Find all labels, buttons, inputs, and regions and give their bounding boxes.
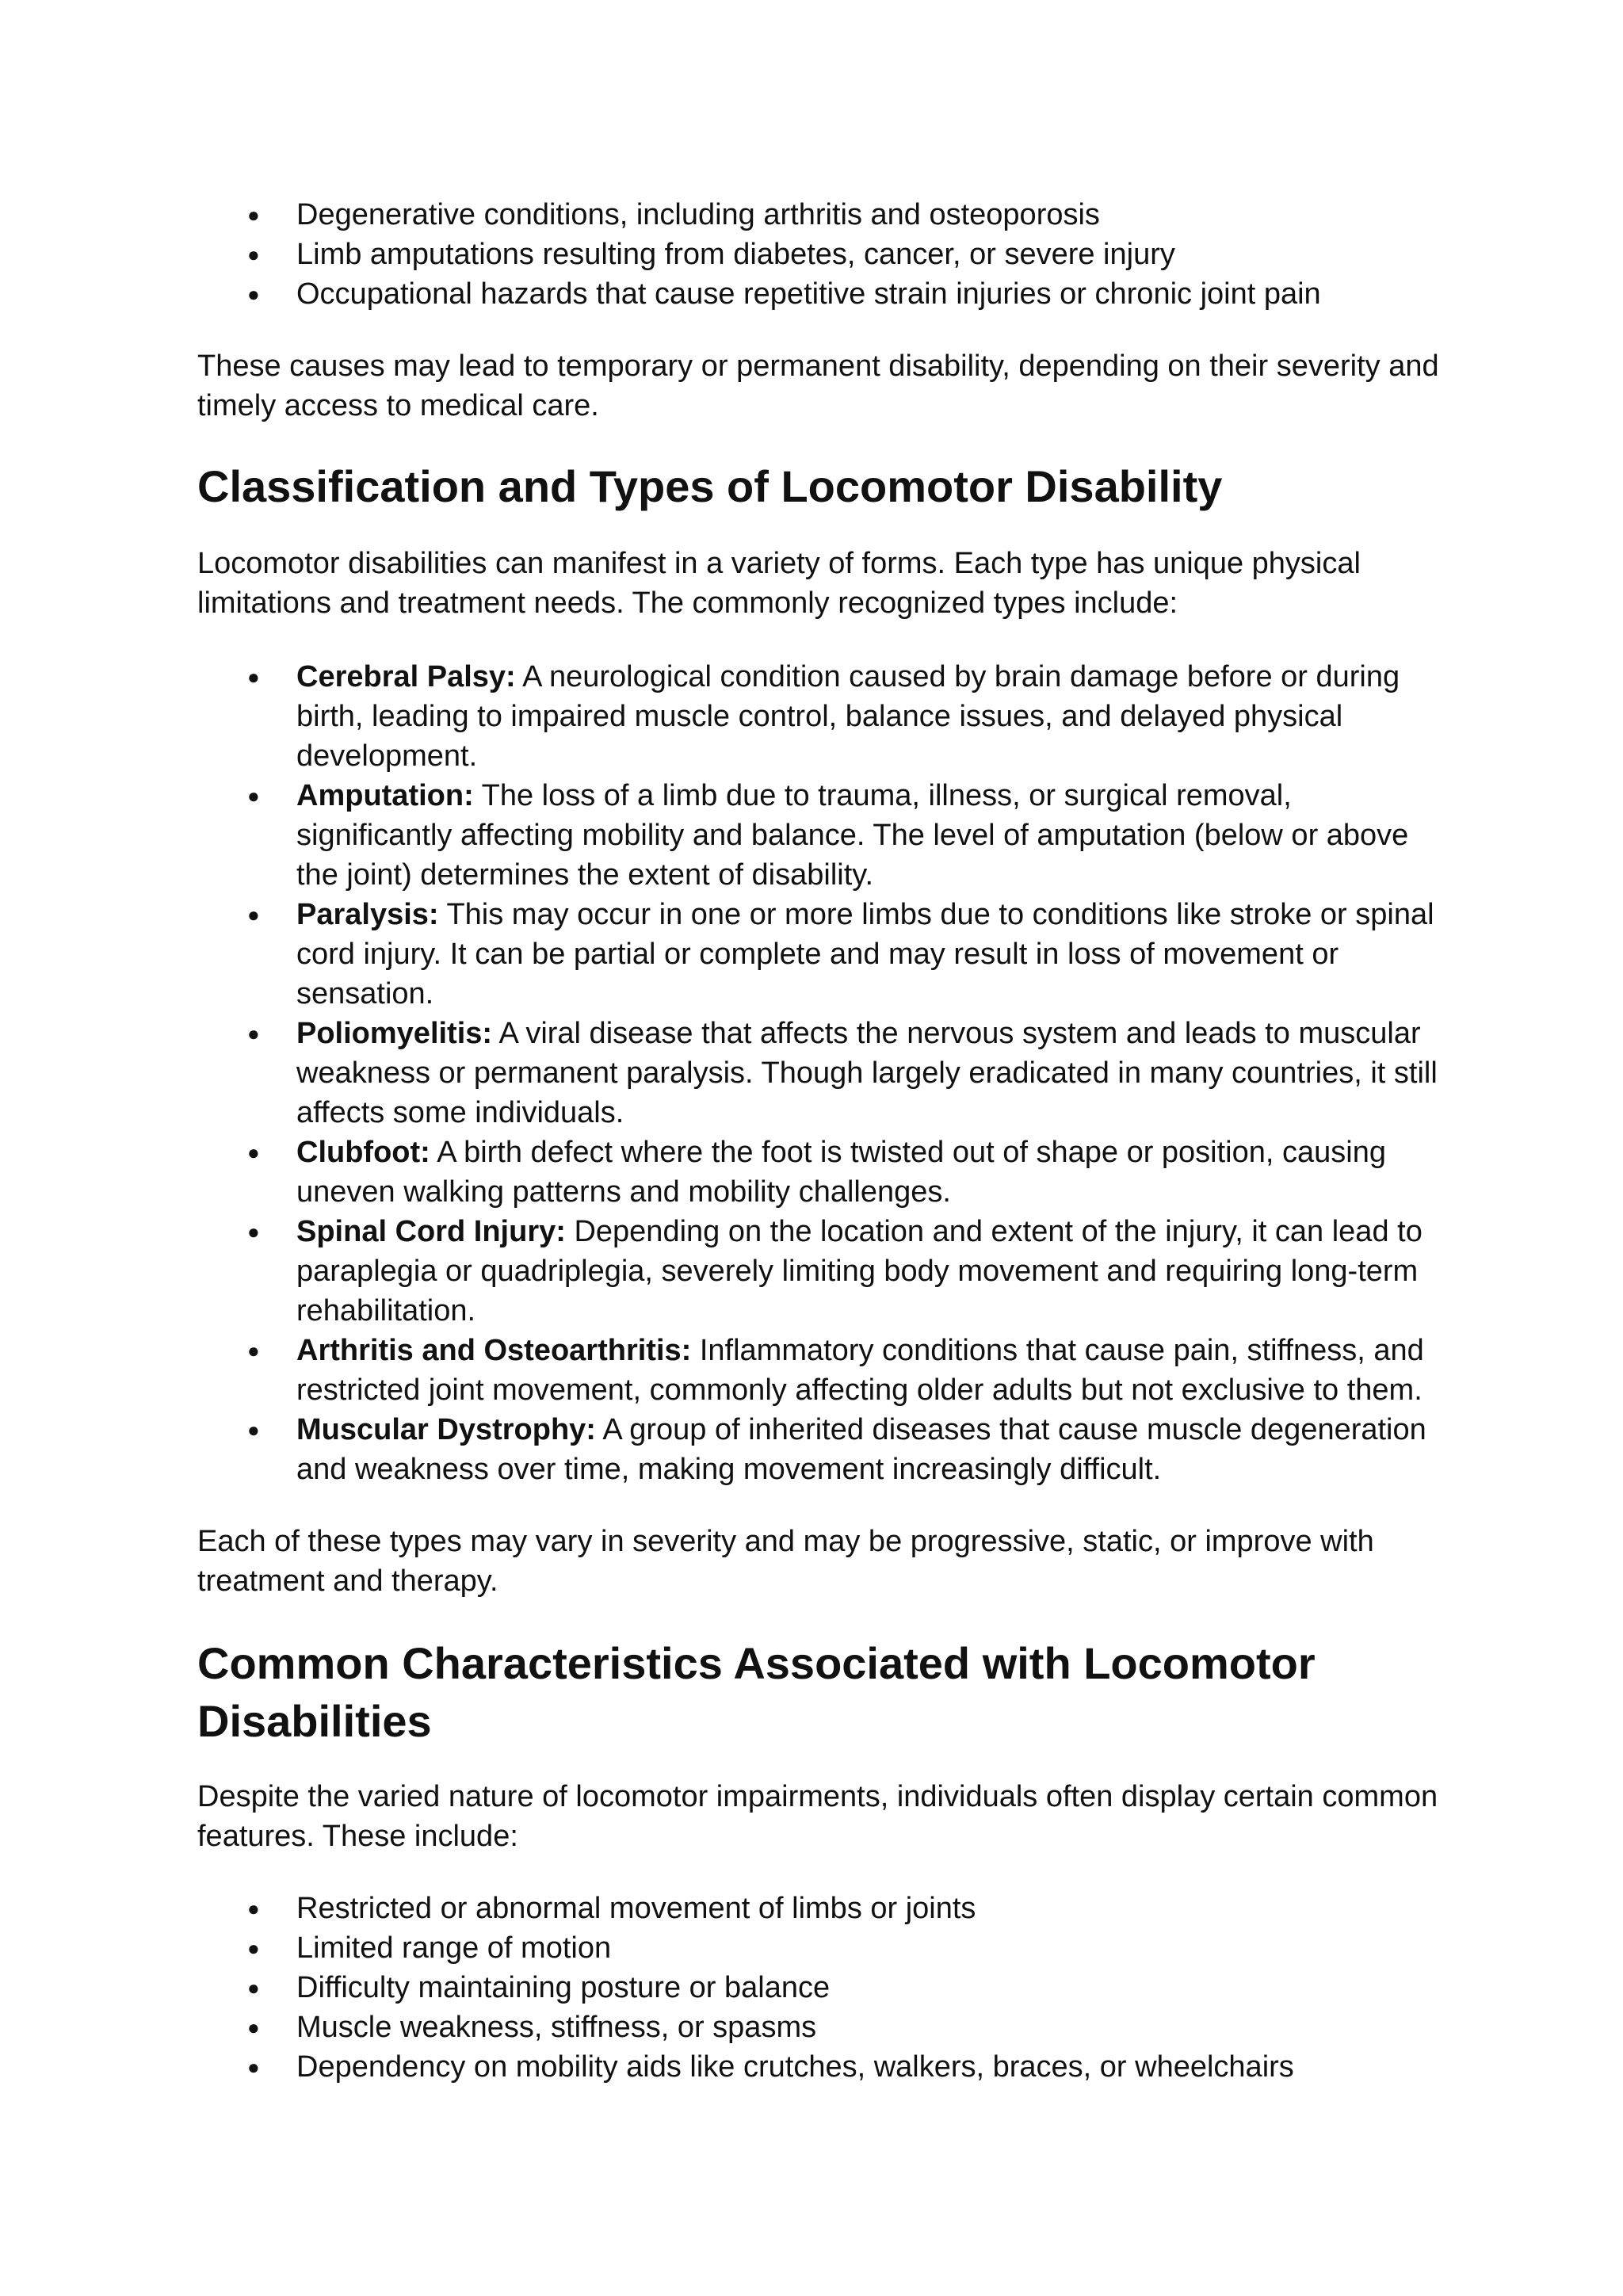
list-item: ● Restricted or abnormal movement of limbs or joints xyxy=(197,1889,1442,1928)
bullet-icon: ● xyxy=(247,203,260,227)
list-item: ● Difficulty maintaining posture or balance xyxy=(197,1968,1442,2008)
bullet-icon: ● xyxy=(247,1339,260,1362)
classification-outro: Each of these types may vary in severity and may be progressive, static, or improve with treatment and therapy. xyxy=(197,1525,1374,1598)
bullet-icon: ● xyxy=(247,665,260,689)
characteristics-heading: Common Characteristics Associated with Locomotor Disabilities xyxy=(197,1638,1316,1746)
type-term: Muscular Dystrophy: xyxy=(296,1413,596,1446)
list-item: ● Muscular Dystrophy: A group of inherited diseases that cause muscle degeneration and weakness over time, making movement increasingly difficult. xyxy=(197,1410,1442,1489)
document-page xyxy=(197,0,1442,2087)
list-item: ● Occupational hazards that cause repetitive strain injuries or chronic joint pain xyxy=(197,274,1442,314)
list-item: ● Paralysis: This may occur in one or more limbs due to conditions like stroke or spinal cord injury. It can be partial or complete and may result in loss of movement or sensation. xyxy=(197,895,1442,1014)
list-item: ● Muscle weakness, stiffness, or spasms xyxy=(197,2008,1442,2047)
type-term: Arthritis and Osteoarthritis: xyxy=(296,1334,692,1367)
bullet-icon: ● xyxy=(247,2015,260,2039)
list-item: ● Clubfoot: A birth defect where the foot is twisted out of shape or position, causing uneven walking patterns and mobility challenges. xyxy=(197,1133,1442,1212)
list-item: ● Degenerative conditions, including arthritis and osteoporosis xyxy=(197,195,1442,235)
list-item: ● Spinal Cord Injury: Depending on the location and extent of the injury, it can lead to paraplegia or quadriplegia, severely limiting body movement and requiring long-term rehabilitation. xyxy=(197,1212,1442,1331)
characteristics-intro: Despite the varied nature of locomotor impairments, individuals often display certain common features. These include: xyxy=(197,1780,1438,1853)
list-item: ● Dependency on mobility aids like crutches, walkers, braces, or wheelchairs xyxy=(197,2047,1442,2087)
type-term: Paralysis: xyxy=(296,898,439,931)
types-list xyxy=(197,657,1442,1489)
type-term: Spinal Cord Injury: xyxy=(296,1215,566,1248)
list-item: ● Amputation: The loss of a limb due to trauma, illness, or surgical removal, significantly affecting mobility and balance. The level of amputation (below or above the joint) determines the extent of disability. xyxy=(197,776,1442,895)
list-item: ● Limb amputations resulting from diabetes, cancer, or severe injury xyxy=(197,235,1442,274)
causes-paragraph: These causes may lead to temporary or permanent disability, depending on their severity and timely access to medical care. xyxy=(197,350,1439,422)
bullet-icon: ● xyxy=(247,1140,260,1164)
bullet-icon: ● xyxy=(247,1022,260,1045)
list-item: ● Limited range of motion xyxy=(197,1928,1442,1968)
bullet-icon: ● xyxy=(247,282,260,306)
list-item: ● Arthritis and Osteoarthritis: Inflammatory conditions that cause pain, stiffness, and restricted joint movement, commonly affecting older adults but not exclusive to them. xyxy=(197,1331,1442,1410)
bullet-icon: ● xyxy=(247,1220,260,1244)
type-term: Poliomyelitis: xyxy=(296,1017,493,1050)
bullet-icon: ● xyxy=(247,1976,260,2000)
classification-heading: Classification and Types of Locomotor Disability xyxy=(197,461,1223,511)
bullet-icon: ● xyxy=(247,1418,260,1442)
bullet-icon: ● xyxy=(247,1897,260,1920)
top-bullet-list xyxy=(197,195,1442,314)
type-term: Clubfoot: xyxy=(296,1136,430,1169)
bullet-icon: ● xyxy=(247,903,260,926)
bullet-icon: ● xyxy=(247,243,260,266)
list-item: ● Cerebral Palsy: A neurological condition caused by brain damage before or during birth, leading to impaired muscle control, balance issues, and delayed physical development. xyxy=(197,657,1442,776)
bullet-icon: ● xyxy=(247,1936,260,1960)
characteristics-list xyxy=(197,1889,1442,2087)
list-item: ● Poliomyelitis: A viral disease that affects the nervous system and leads to muscular weakness or permanent paralysis. Though largely eradicated in many countries, it still affects some individuals. xyxy=(197,1014,1442,1133)
type-term: Cerebral Palsy: xyxy=(296,660,516,693)
bullet-icon: ● xyxy=(247,784,260,808)
bullet-icon: ● xyxy=(247,2055,260,2079)
type-term: Amputation: xyxy=(296,779,474,812)
classification-intro: Locomotor disabilities can manifest in a variety of forms. Each type has unique physical limitations and treatment needs. The commonly recognized types include: xyxy=(197,547,1361,620)
